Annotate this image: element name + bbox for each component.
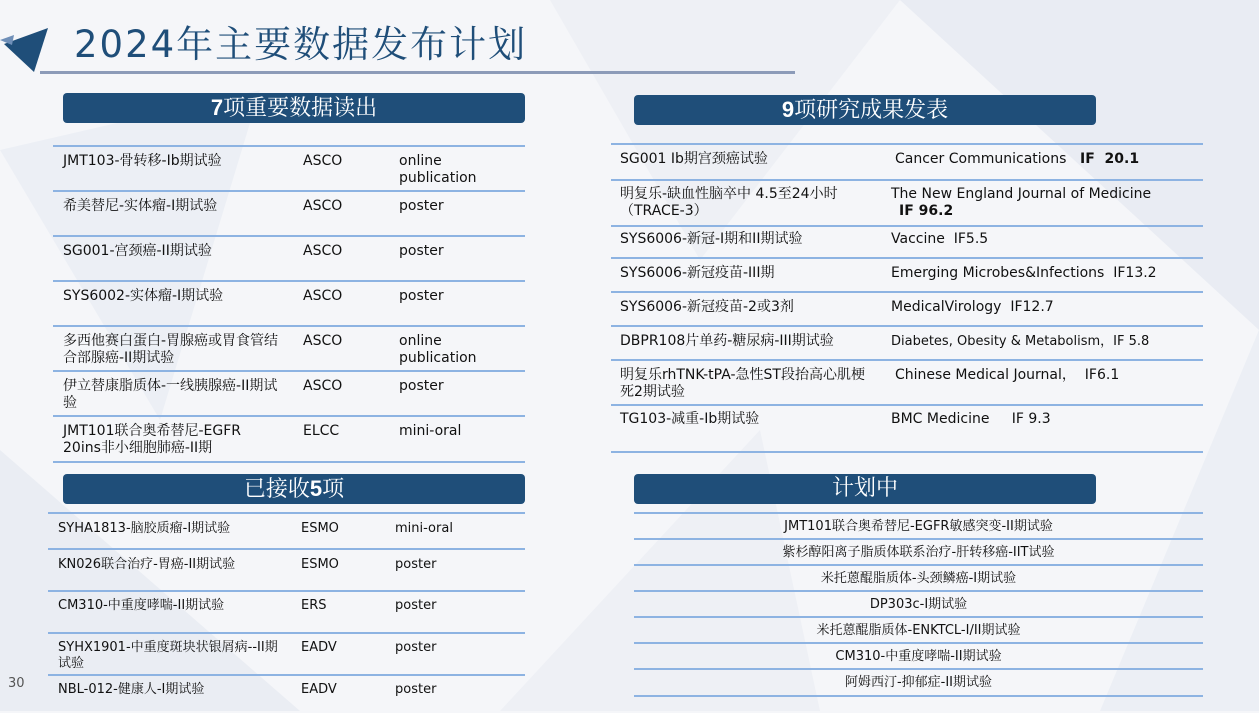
section-title: 项重要数据读出 (223, 96, 378, 121)
journal-cell: Vaccine IF5.5 (891, 231, 989, 247)
study-cell: SYS6006-新冠-I期和II期试验 (620, 231, 803, 247)
table-row (611, 359, 1203, 406)
list-item (634, 590, 1203, 617)
section-header-accepted (63, 474, 525, 504)
table-row (611, 404, 1203, 453)
data-readouts-table (53, 145, 525, 463)
trial-cell: CM310-中重度哮喘-II期试验 (58, 598, 225, 613)
section-header-planned (634, 474, 1096, 504)
format-cell: poster (399, 198, 444, 214)
venue-cell: ASCO (303, 198, 343, 214)
trial-cell: SYS6002-实体瘤-I期试验 (63, 288, 224, 304)
venue-cell: EADV (301, 682, 337, 697)
format-cell: poster (399, 288, 444, 304)
impact-factor-cell: IF 20.1 (1080, 151, 1140, 167)
title-triangle-icon (0, 26, 50, 74)
study-cell: 明复乐-缺血性脑卒中 4.5至24小时（TRACE-3） (620, 186, 838, 219)
journal-cell: Chinese Medical Journal， IF6.1 (895, 367, 1120, 383)
venue-cell: ERS (301, 598, 327, 613)
study-cell: SG001 Ib期宫颈癌试验 (620, 151, 768, 167)
impact-factor-cell: IF 96.2 (899, 203, 954, 219)
venue-cell: ASCO (303, 153, 343, 169)
trial-cell: SYHA1813-脑胶质瘤-I期试验 (58, 521, 231, 536)
page-title: 2024年主要数据发布计划 (74, 23, 528, 66)
table-row (53, 145, 525, 190)
section-header-publications (634, 95, 1096, 125)
format-cell: mini-oral (395, 521, 453, 536)
list-item (634, 512, 1203, 539)
table-row (611, 325, 1203, 361)
section-count: 7 (210, 95, 224, 120)
section-title: 项研究成果发表 (794, 98, 949, 123)
venue-cell: ESMO (301, 557, 339, 572)
table-row (48, 674, 525, 713)
table-row (611, 257, 1203, 293)
table-row (48, 590, 525, 632)
journal-cell: The New England Journal of Medicine (891, 186, 1152, 202)
section-count: 5 (309, 476, 323, 501)
planned-item-text: 紫杉醇阳离子脂质体联系治疗-肝转移癌-IIT试验 (782, 545, 1055, 560)
section-count: 9 (781, 97, 795, 122)
section-title-suffix: 项 (322, 477, 345, 502)
trial-cell: 多西他赛白蛋白-胃腺癌或胃食管结合部腺癌-II期试验 (63, 333, 279, 366)
study-cell: SYS6006-新冠疫苗-2或3剂 (620, 299, 794, 315)
format-cell: poster (395, 640, 437, 655)
list-item (634, 668, 1203, 697)
format-cell: poster (395, 557, 437, 572)
journal-cell: Diabetes, Obesity & Metabolism，IF 5.8 (891, 334, 1150, 349)
trial-cell: 伊立替康脂质体-一线胰腺癌-II期试验 (63, 378, 278, 411)
trial-cell: KN026联合治疗-胃癌-II期试验 (58, 557, 236, 572)
trial-cell: JMT101联合奥希替尼-EGFR 20ins非小细胞肺癌-II期 (63, 423, 242, 456)
venue-cell: ASCO (303, 333, 343, 349)
table-row (53, 325, 525, 370)
trial-cell: JMT103-骨转移-Ib期试验 (63, 153, 222, 169)
planned-item-text: 米托蒽醌脂质体-头颈鳞癌-I期试验 (820, 571, 1017, 586)
planned-list (634, 512, 1203, 697)
journal-cell: Emerging Microbes&Infections IF13.2 (891, 265, 1157, 281)
format-cell: online publication (399, 333, 477, 366)
venue-cell: ASCO (303, 288, 343, 304)
list-item (634, 538, 1203, 565)
study-cell: 明复乐rhTNK-tPA-急性ST段抬高心肌梗死2期试验 (620, 367, 865, 400)
table-row (48, 632, 525, 674)
list-item (634, 616, 1203, 643)
planned-item-text: 阿姆西汀-抑郁症-II期试验 (844, 675, 993, 690)
format-cell: poster (399, 243, 444, 259)
venue-cell: ELCC (303, 423, 340, 439)
accepted-table (48, 512, 525, 711)
table-row (53, 280, 525, 325)
journal-cell: BMC Medicine IF 9.3 (891, 411, 1051, 427)
format-cell: poster (395, 682, 437, 697)
venue-cell: EADV (301, 640, 337, 655)
title-underline (40, 71, 795, 74)
table-row (53, 190, 525, 235)
journal-cell: Cancer Communications (895, 151, 1067, 167)
venue-cell: ASCO (303, 243, 343, 259)
format-cell: mini-oral (399, 423, 462, 439)
table-row (611, 291, 1203, 327)
planned-item-text: 米托蒽醌脂质体-ENKTCL-I/II期试验 (816, 623, 1021, 638)
table-row (53, 370, 525, 415)
format-cell: poster (395, 598, 437, 613)
planned-item-text: CM310-中重度哮喘-II期试验 (835, 649, 1002, 664)
planned-item-text: DP303c-I期试验 (869, 597, 968, 612)
table-row (53, 415, 525, 463)
planned-item-text: JMT101联合奥希替尼-EGFR敏感突变-II期试验 (784, 519, 1053, 534)
publications-table (611, 143, 1203, 453)
section-header-data-readouts (63, 93, 525, 123)
venue-cell: ASCO (303, 378, 343, 394)
venue-cell: ESMO (301, 521, 339, 536)
journal-cell: MedicalVirology IF12.7 (891, 299, 1054, 315)
study-cell: DBPR108片单药-糖尿病-III期试验 (620, 333, 834, 349)
study-cell: SYS6006-新冠疫苗-III期 (620, 265, 775, 281)
table-row (53, 235, 525, 280)
list-item (634, 642, 1203, 669)
trial-cell: SYHX1901-中重度斑块状银屑病--II期试验 (58, 640, 278, 671)
format-cell: online publication (399, 153, 477, 186)
trial-cell: 希美替尼-实体瘤-I期试验 (63, 198, 218, 214)
page-number: 30 (8, 676, 25, 691)
table-row (611, 143, 1203, 179)
section-title: 计划中 (831, 476, 898, 501)
table-row (48, 512, 525, 550)
trial-cell: SG001-宫颈癌-II期试验 (63, 243, 212, 259)
section-title: 已接收 (243, 477, 310, 502)
table-row (48, 548, 525, 590)
trial-cell: NBL-012-健康人-I期试验 (58, 682, 205, 697)
study-cell: TG103-减重-Ib期试验 (620, 411, 760, 427)
table-row (611, 179, 1203, 227)
format-cell: poster (399, 378, 444, 394)
list-item (634, 564, 1203, 591)
table-row (611, 225, 1203, 259)
